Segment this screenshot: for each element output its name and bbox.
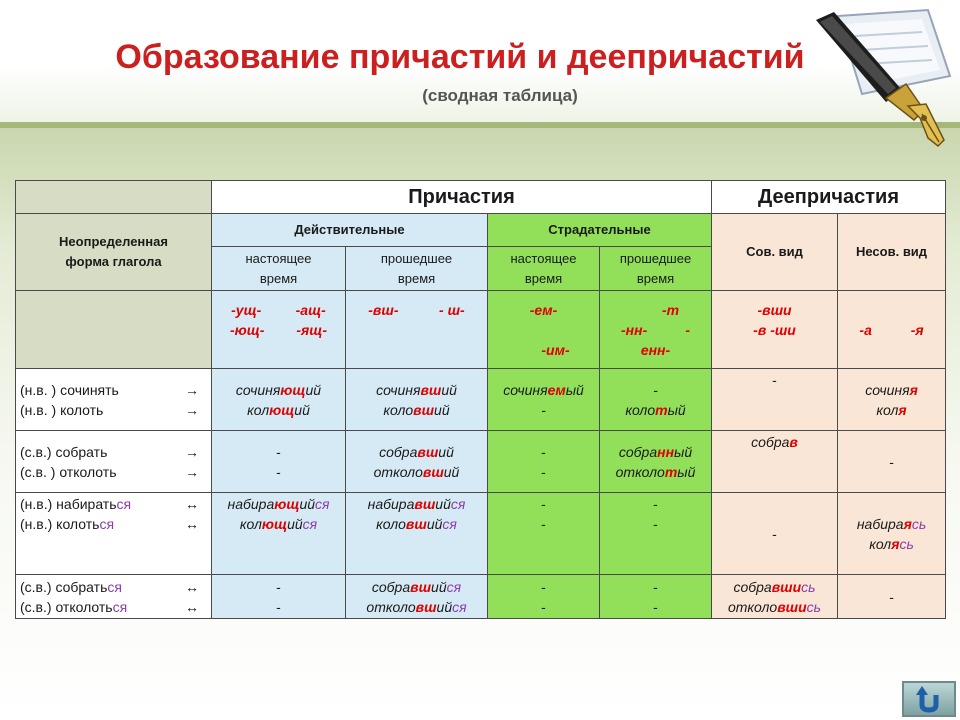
suffix: вши [777,598,807,615]
arrow-both-icon: ↔ [185,598,199,615]
arrow-both-icon: ↔ [185,516,199,532]
dash: - [541,401,546,418]
passive-present-cell [488,369,600,431]
suffix: ющ [269,401,295,418]
imperfective-cell [838,575,946,619]
infinitive-header [16,214,212,291]
imperfective-suffixes [838,291,946,369]
reflexive-suffix: ся [112,598,128,615]
dash: - [276,598,281,615]
imperfective-cell [838,431,946,493]
suffix: -ши [770,321,796,338]
suffix: вш [415,598,437,615]
stem: отколо [727,598,778,615]
time-line1: настоящее [245,250,312,266]
dash: - [276,443,281,460]
suffix: -ащ- [295,301,326,318]
imperfective-cell [838,369,946,431]
imperfective-cell [838,493,946,575]
dash: - [772,525,777,542]
reflexive-suffix: сь [806,598,822,615]
ending: ый [677,463,696,480]
ending: ий [443,463,460,480]
aspect-label: (с.в.) [20,578,52,595]
infinitive-header-line2: форма глагола [65,254,162,269]
stem: набира [227,496,275,512]
ending: ий [426,516,443,532]
stem: набира [856,515,904,532]
ending: ий [287,516,303,532]
active-present-cell [212,369,346,431]
dash: - [653,578,658,595]
stem: отколо [366,598,416,615]
active-present-cell [212,493,346,575]
perfective-cell [712,369,838,431]
time-line1: прошедшее [380,250,453,266]
aspect-label: (с.в. ) [20,463,56,480]
stem: отколо [373,463,423,480]
dash: - [541,516,546,532]
dash: - [541,443,546,460]
stem: собра [618,443,658,460]
reflexive-suffix: ся [99,516,115,532]
arrow-right-icon: → [185,463,199,480]
ending: ый [565,381,584,398]
reflexive-suffix: сь [899,535,914,552]
ending: ий [434,401,450,418]
passive-present-header [488,247,600,291]
time-line2: время [636,270,675,286]
active-past-cell [346,493,488,575]
arrow-both-icon: ↔ [185,496,199,512]
reflexive-suffix: сь [911,515,927,532]
perfective-cell [712,575,838,619]
suffix: ющ [274,496,300,512]
stem: сочиня [235,381,281,398]
ending: ий [441,381,457,398]
reflexive-suffix: ся [302,516,318,532]
suffix: -нн- [621,321,648,338]
suffix: ем [547,381,566,398]
active-present-suffixes [212,291,346,369]
suffix: -ящ- [296,321,328,338]
suffix: -ущ- [231,301,262,318]
active-past-cell [346,431,488,493]
stem: набира [367,496,415,512]
return-button[interactable] [902,681,956,717]
suffix: -я [910,321,924,338]
suffix: я [903,515,912,532]
suffix: вш [414,496,436,512]
dash: - [889,453,894,470]
passive-present-suffixes [488,291,600,369]
verb-cell [16,575,212,619]
arrow-both-icon: ↔ [185,578,199,595]
suffix: енн- [640,341,671,358]
fountain-pen-icon [810,6,960,154]
verb-text: колоть [60,401,104,418]
time-line2: время [397,270,436,286]
verb-text: сочинять [60,381,119,398]
suffix: -вши [757,301,792,318]
infinitive-header-line1: Неопределенная [59,234,168,249]
ending: ий [294,401,310,418]
aspect-label: (с.в.) [20,443,52,460]
reflexive-suffix: ся [446,578,462,595]
suffix: вш [413,401,435,418]
ending: ый [674,443,693,460]
dash: - [653,496,658,512]
ending: ий [435,496,451,512]
suffix: -ющ- [229,321,265,338]
stem: кол [247,401,270,418]
stem: сочиня [865,381,910,398]
dash: - [541,496,546,512]
stem: сочиня [503,381,548,398]
verb-text: колоть [56,516,100,532]
suffix: вш [422,463,444,480]
suffix: т [655,401,668,418]
ending: ий [299,496,316,512]
reflexive-suffix: ся [442,516,457,532]
aspect-label: (н.в. ) [20,401,57,418]
ending: ий [431,578,447,595]
suffix: я [898,401,907,418]
perfective-header: Сов. вид [712,214,838,291]
stem: собра [751,434,790,450]
verb-text: собрать [55,443,108,460]
ending: ый [667,401,686,418]
reflexive-suffix: ся [452,598,467,615]
verb-cell [16,431,212,493]
dash: - [889,588,894,605]
aspect-label: (н.в. ) [20,381,57,398]
suffix: я [891,535,900,552]
aspect-label: (н.в.) [20,516,53,532]
verb-text: набирать [56,496,117,512]
stem: отколо [615,463,665,480]
time-line2: время [524,270,563,286]
suffix: я [909,381,918,398]
verb-cell [16,493,212,575]
passive-past-cell [600,493,712,575]
aspect-label: (с.в.) [20,598,52,615]
passive-past-cell [600,431,712,493]
suffix: вш [417,443,439,460]
table-corner-cell [16,181,212,214]
perfective-cell [712,493,838,575]
stem: собра [371,578,411,595]
perfective-suffixes [712,291,838,369]
gerunds-header: Деепричастия [712,181,946,214]
reflexive-suffix: ся [116,496,132,512]
time-line1: настоящее [510,250,577,266]
passive-past-suffixes [600,291,712,369]
arrow-right-icon: → [185,381,199,398]
dash: - [541,598,546,615]
passive-header: Страдательные [488,214,712,247]
active-past-header [346,247,488,291]
imperfective-header: Несов. вид [838,214,946,291]
suffix: т [664,463,678,480]
dash: - [653,381,658,398]
passive-past-cell [600,575,712,619]
passive-present-cell [488,493,600,575]
ending: ий [305,381,322,398]
suffix: вш [410,578,432,595]
suffix: вши [771,578,802,595]
active-past-cell [346,575,488,619]
passive-past-cell [600,369,712,431]
reflexive-suffix: сь [801,578,816,595]
reflexive-suffix: ся [450,496,466,512]
suffix: -вш- [368,301,399,318]
suffix: ющ [261,516,288,532]
suffix: нн [657,443,675,460]
stem: собра [379,443,418,460]
participles-header: Причастия [212,181,712,214]
dash: - [276,463,281,480]
suffix: -им- [541,341,570,358]
time-line1: прошедшее [619,250,692,266]
stem: коло [625,401,656,418]
suffix: - [685,321,690,338]
dash: - [653,516,658,532]
suffix: в [789,434,798,450]
arrow-right-icon: → [185,443,199,460]
active-present-header [212,247,346,291]
active-present-cell [212,575,346,619]
slide-title: Образование причастий и деепричастий [115,38,805,76]
verb-cell [16,369,212,431]
ending: ий [438,443,454,460]
active-past-suffixes [346,291,488,369]
stem: собра [733,578,772,595]
stem: коло [376,516,406,532]
suffix: -ем- [529,301,558,318]
verb-text: собрать [55,578,108,595]
active-present-cell [212,431,346,493]
stem: кол [876,401,899,418]
suffix: -в [753,321,767,338]
suffix: - ш- [439,301,465,318]
reflexive-suffix: ся [315,496,330,512]
passive-past-header [600,247,712,291]
stem: коло [383,401,414,418]
passive-present-cell [488,575,600,619]
verb-text: отколоть [59,463,117,480]
dash: - [541,463,546,480]
suffix-row-label [16,291,212,369]
suffix: ющ [280,381,306,398]
stem: кол [869,535,892,552]
passive-present-cell [488,431,600,493]
arrow-right-icon: → [185,401,199,418]
dash: - [772,372,777,388]
stem: сочиня [376,381,421,398]
ending: ий [436,598,453,615]
slide-subtitle: (сводная таблица) [422,86,578,105]
suffix: -т [661,301,680,318]
suffix: вш [420,381,442,398]
dash: - [541,578,546,595]
active-header: Действительные [212,214,488,247]
aspect-label: (н.в.) [20,496,53,512]
reflexive-suffix: ся [107,578,122,595]
suffix: вш [405,516,427,532]
verb-text: отколоть [55,598,113,615]
suffix: -а [859,321,872,338]
perfective-cell [712,431,838,493]
return-arrow-icon [904,683,954,715]
active-past-cell [346,369,488,431]
time-line2: время [259,270,298,286]
summary-table [15,180,946,619]
stem: кол [239,516,262,532]
dash: - [653,598,658,615]
dash: - [276,578,281,595]
